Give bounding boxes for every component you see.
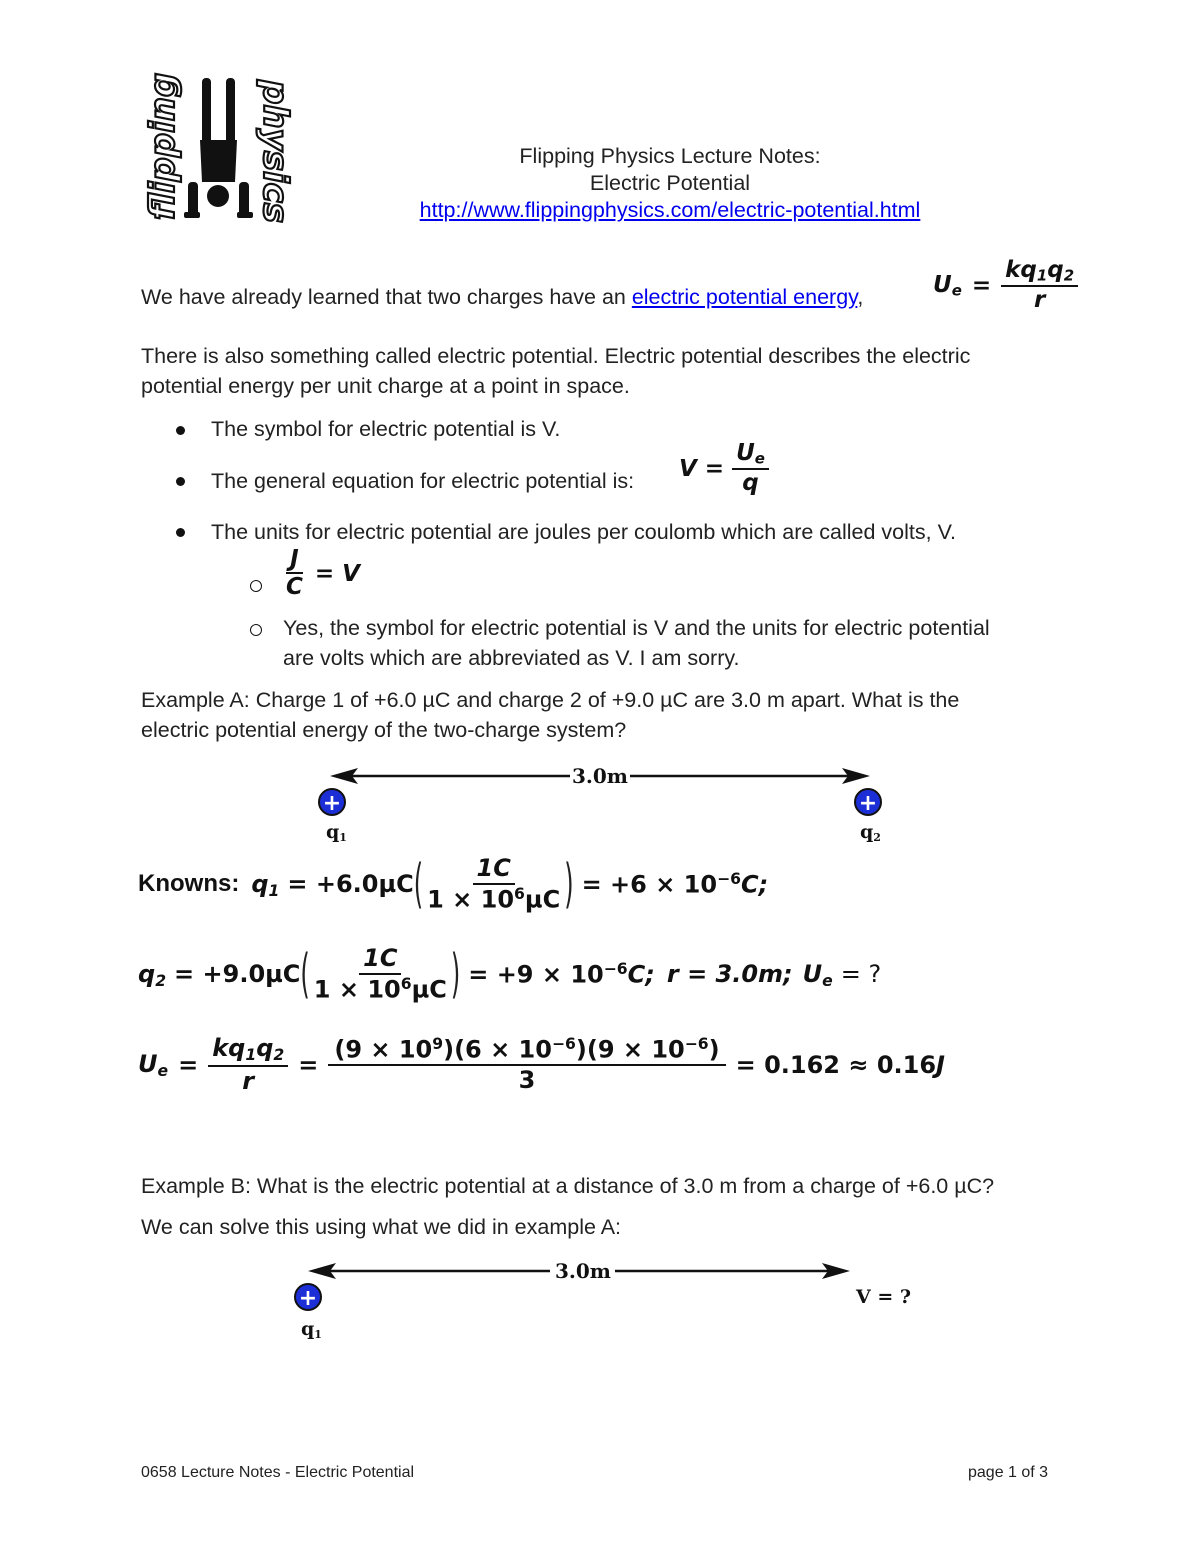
units-fraction: $\frac{J}{C}$	[286, 546, 303, 601]
q1-label: q1	[326, 821, 347, 844]
header-url-container	[370, 195, 970, 225]
bullet-dot-2	[176, 477, 185, 486]
k2-paren-open: (	[300, 943, 310, 1006]
intro-line	[141, 282, 863, 312]
s-lhs: $U_e$	[138, 1050, 169, 1081]
k2-rhs: = $+9 \times 10^{-6}C$;	[468, 960, 655, 989]
k2-U-rhs: = ?	[840, 960, 882, 989]
k1-rhs: = $+6 \times 10^{-6}C$;	[581, 870, 769, 899]
k1-val: = +6.0µC	[287, 870, 414, 899]
k2-fraction: $\frac{1C}{1 \times 10^6\mu C}$	[313, 944, 447, 1004]
knowns-line1	[138, 855, 768, 914]
q1-b-label: q1	[301, 1318, 322, 1341]
logo-text-right: physics	[255, 80, 295, 223]
diagram-b	[280, 1255, 940, 1345]
bullet-1-text: The symbol for electric potential is V.	[211, 417, 561, 441]
intro-eq-equals: =	[971, 272, 992, 299]
intro-eq-fraction: $\frac{kq_1q_2}{r}$	[1001, 257, 1078, 315]
para1-line2: potential energy per unit charge at a point in space.	[141, 374, 630, 398]
general-eq-lhs: V =	[679, 455, 725, 482]
footer-left: 0658 Lecture Notes - Electric Potential	[141, 1464, 415, 1481]
k1-fraction: $\frac{1C}{1 \times 10^6\mu C}$	[427, 854, 561, 914]
intro-eq-lhs: $U_e$	[933, 271, 962, 300]
intro-text: We have already learned that two charges have an	[141, 285, 632, 309]
sub-bullet-circle-1	[250, 580, 262, 592]
logo	[140, 70, 300, 225]
knowns-label: Knowns:	[138, 870, 240, 898]
example-a-line1: Example A: Charge 1 of +6.0 µC and charge 2 of +9.0 µC are 3.0 m apart. What is the	[141, 688, 960, 712]
k2-r: r = 3.0m;	[666, 960, 793, 989]
k1-paren-open: (	[413, 853, 424, 916]
bullet-dot-3	[176, 528, 185, 537]
sub-bullet-2-line1: Yes, the symbol for electric potential is V and the units for electric potential	[283, 616, 990, 640]
k2-lhs: $q_2$	[138, 959, 167, 990]
charge-q2-sign: +	[858, 791, 878, 816]
header-line2: Electric Potential	[589, 171, 751, 195]
s-eq2: =	[298, 1051, 319, 1080]
solution-line	[138, 1035, 945, 1096]
charge-q1-sign: +	[322, 791, 342, 816]
bullet-dot-1	[176, 426, 185, 435]
header-line1: Flipping Physics Lecture Notes:	[519, 144, 821, 168]
logo-text-left: flipping	[143, 72, 183, 220]
k2-U: $U_e$	[802, 959, 833, 990]
diagram-b-distance: 3.0m	[555, 1259, 611, 1283]
footer-right: page 1 of 3	[968, 1464, 1049, 1481]
k1-lhs: $q_1$	[251, 869, 280, 900]
units-rhs: = V	[314, 561, 360, 588]
electric-potential-energy-link[interactable]: electric potential energy	[631, 285, 858, 309]
bullet-2-text: The general equation for electric potential is:	[211, 469, 635, 493]
s-result: = 0.162 ≈ 0.16J	[735, 1051, 945, 1080]
intro-comma: ,	[857, 285, 864, 309]
example-b-line2: We can solve this using what we did in example A:	[141, 1215, 622, 1239]
logo-graphic	[140, 70, 300, 225]
k1-paren-close: )	[564, 853, 574, 916]
intro-equation	[933, 257, 1078, 315]
sub-bullet-2-line2: are volts which are abbreviated as V. I am sorry.	[283, 646, 740, 670]
q2-label: q2	[860, 821, 881, 844]
bullet-2-equation	[679, 440, 769, 498]
example-b-line1: Example B: What is the electric potential at a distance of 3.0 m from a charge of +6.0 µC?	[141, 1174, 995, 1198]
bullet-3-text: The units for electric potential are joules per coulomb which are called volts, V.	[211, 520, 956, 544]
k2-paren-close: )	[450, 943, 461, 1006]
diagram-a	[300, 760, 900, 850]
units-equation	[282, 546, 360, 602]
para1-line1: There is also something called electric potential. Electric potential describes the electric	[141, 344, 971, 368]
general-eq-fraction: $\frac{U_e}{q}$	[732, 440, 769, 498]
v-label: V = ?	[856, 1286, 912, 1308]
knowns-line2	[138, 945, 881, 1004]
diagram-a-distance: 3.0m	[572, 764, 628, 788]
s-fraction-1: $\frac{kq_1q_2}{r}$	[208, 1035, 288, 1096]
k2-val: = +9.0µC	[174, 960, 301, 989]
header-url-link[interactable]: http://www.flippingphysics.com/electric-potential.html	[419, 198, 921, 222]
sub-bullet-circle-2	[250, 624, 262, 636]
s-fraction-2: $\frac{(9 \times 10^9)(6 \times 10^{-6})(9 \times 10^{-6})}{3}$	[328, 1036, 725, 1095]
s-eq: =	[178, 1051, 199, 1080]
example-a-line2: electric potential energy of the two-charge system?	[141, 718, 627, 742]
charge-b-sign: +	[298, 1286, 318, 1311]
